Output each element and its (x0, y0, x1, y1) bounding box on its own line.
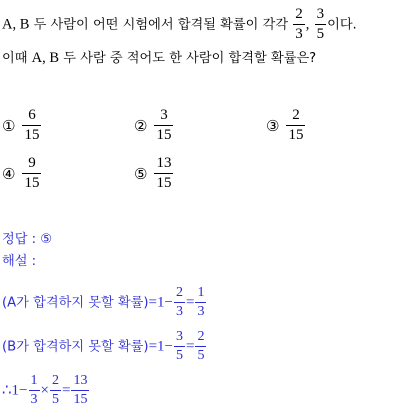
fraction-numerator: 2 (197, 329, 205, 344)
fraction-numerator: 13 (156, 155, 172, 171)
fraction-denominator: 15 (156, 127, 172, 143)
fraction-numerator: 2 (295, 6, 303, 22)
fraction-denominator: 3 (30, 392, 38, 407)
choice-fraction (154, 108, 173, 143)
question-line-1 (2, 7, 357, 42)
prob-a-fraction (293, 7, 305, 42)
fraction-denominator: 3 (197, 304, 205, 319)
question-text: 두 사람이 어떤 시험에서 합격될 확률이 각각 (29, 17, 293, 33)
choice-marker: ① (2, 116, 16, 135)
fraction-denominator: 5 (51, 392, 59, 407)
step-fraction (195, 330, 206, 363)
step-fraction (195, 286, 206, 319)
choice-3[interactable] (266, 108, 306, 143)
step-prefix: (B가 합격하지 못할 확률) (2, 339, 149, 355)
choice-marker: ② (134, 116, 148, 135)
equals-sign: = (61, 382, 71, 399)
fraction-denominator: 15 (156, 175, 172, 191)
step-fraction (174, 286, 185, 319)
choice-4[interactable] (2, 156, 42, 191)
step-fraction (50, 374, 61, 407)
times-sign: × (40, 382, 49, 399)
choice-2[interactable] (134, 108, 174, 143)
question-text-start: 이때 (2, 51, 32, 66)
fraction-denominator: 5 (176, 348, 183, 363)
question-persons: A, B (31, 50, 60, 66)
step-fraction (174, 330, 185, 363)
step-prefix: ∴1− (2, 382, 28, 399)
fraction-denominator: 15 (73, 392, 88, 407)
fraction-denominator: 5 (197, 348, 205, 363)
prob-b-fraction (315, 7, 327, 42)
equals-sign: = (185, 294, 195, 311)
step-prefix: (A가 합격하지 못할 확률) (2, 295, 149, 311)
question-persons: A, B (2, 16, 30, 33)
choice-1[interactable] (2, 108, 42, 143)
fraction-denominator: 15 (24, 175, 40, 191)
choice-fraction (22, 156, 41, 191)
fraction-denominator: 3 (175, 304, 183, 319)
fraction-numerator: 2 (175, 285, 183, 300)
choice-marker: ④ (2, 164, 16, 183)
choice-fraction (22, 108, 41, 143)
choice-marker: ⑤ (134, 164, 148, 183)
fraction-denominator: 15 (24, 127, 40, 143)
solution-step-1 (2, 286, 207, 319)
equals-sign: = (186, 338, 195, 355)
fraction-numerator: 3 (316, 6, 325, 22)
fraction-denominator: 5 (316, 26, 325, 42)
solution-step-2 (2, 330, 207, 363)
fraction-numerator: 2 (292, 107, 300, 123)
solution-step-3 (2, 374, 90, 407)
fraction-denominator: 15 (288, 127, 304, 143)
step-expression: =1− (148, 338, 173, 355)
fraction-numerator: 1 (30, 373, 38, 388)
fraction-denominator: 3 (295, 26, 303, 42)
fraction-numerator: 9 (28, 155, 36, 171)
choice-fraction (286, 108, 305, 143)
fraction-numerator: 3 (176, 329, 183, 344)
fraction-numerator: 1 (197, 285, 205, 300)
step-fraction (29, 374, 40, 407)
question-text-end: 두 사람 중 적어도 한 사람이 합격할 확률은? (59, 51, 317, 66)
answer-label: 정답 : ⑤ (2, 232, 53, 247)
choice-marker: ③ (266, 116, 280, 135)
question-text-end: 이다. (327, 17, 357, 33)
fraction-numerator: 13 (73, 373, 88, 388)
step-expression: =1− (148, 294, 173, 311)
fraction-numerator: 3 (160, 107, 168, 123)
question-line-2 (2, 49, 316, 68)
separator-comma: , (305, 16, 310, 33)
explanation-label: 해설 : (2, 254, 37, 269)
fraction-numerator: 2 (51, 373, 59, 388)
choice-fraction (154, 156, 173, 191)
choice-5[interactable] (134, 156, 174, 191)
fraction-numerator: 6 (28, 107, 36, 123)
step-fraction (71, 374, 89, 407)
